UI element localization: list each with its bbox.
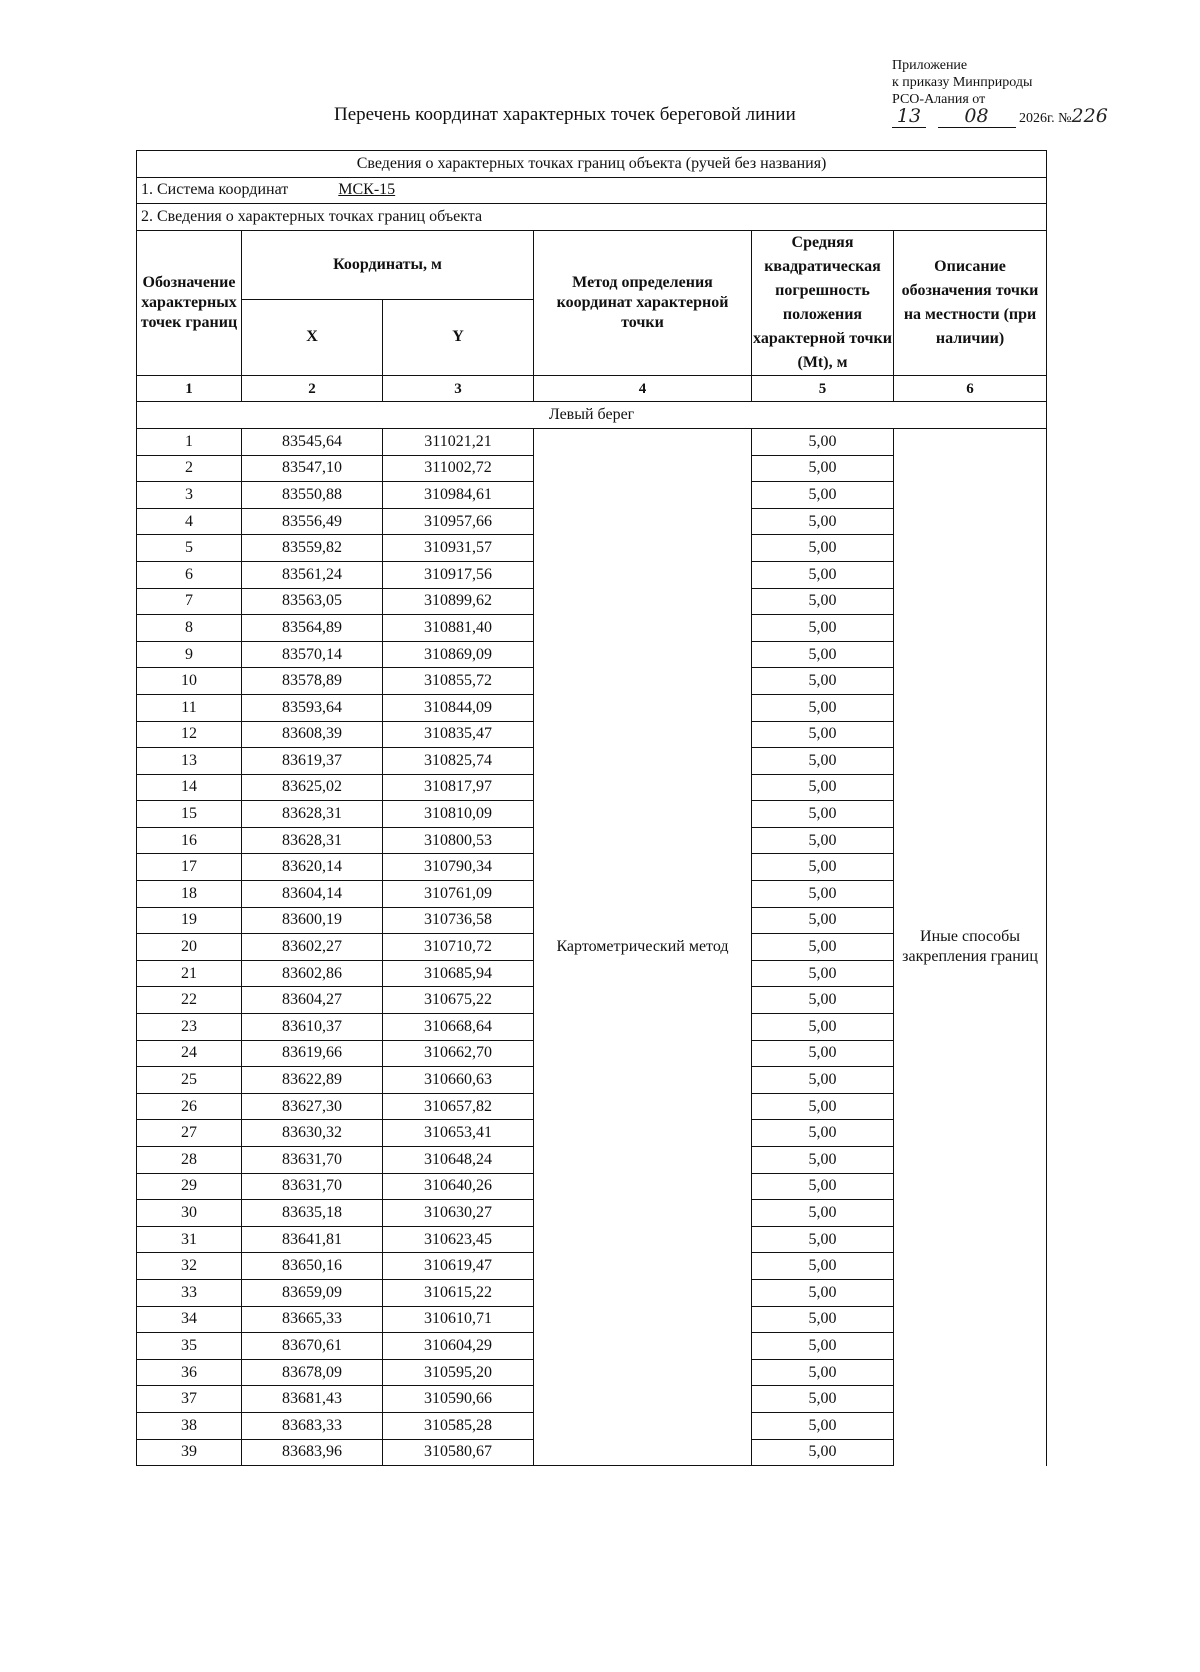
column-number: 5 — [752, 375, 894, 402]
coord-x: 83641,81 — [242, 1226, 383, 1253]
point-number: 18 — [137, 881, 242, 908]
coord-x: 83550,88 — [242, 482, 383, 509]
coord-y: 310810,09 — [383, 801, 534, 828]
coord-x: 83631,70 — [242, 1173, 383, 1200]
error-value: 5,00 — [752, 1359, 894, 1386]
coord-y: 310630,27 — [383, 1200, 534, 1227]
point-number: 37 — [137, 1386, 242, 1413]
appendix-line-2: к приказу Минприроды — [892, 75, 1033, 90]
coord-x: 83670,61 — [242, 1333, 383, 1360]
error-value: 5,00 — [752, 668, 894, 695]
coord-x: 83627,30 — [242, 1093, 383, 1120]
appendix-day: 13 — [896, 105, 922, 127]
error-value: 5,00 — [752, 482, 894, 509]
coord-x: 83635,18 — [242, 1200, 383, 1227]
point-number: 9 — [137, 641, 242, 668]
coord-x: 83683,96 — [242, 1439, 383, 1466]
coordinates-table — [136, 150, 1047, 1466]
coord-x: 83619,37 — [242, 748, 383, 775]
coord-y: 310844,09 — [383, 694, 534, 721]
point-number: 39 — [137, 1439, 242, 1466]
coord-y: 310604,29 — [383, 1333, 534, 1360]
coord-y: 310640,26 — [383, 1173, 534, 1200]
error-value: 5,00 — [752, 588, 894, 615]
coord-y: 310917,56 — [383, 561, 534, 588]
error-value: 5,00 — [752, 615, 894, 642]
point-number: 26 — [137, 1093, 242, 1120]
error-value: 5,00 — [752, 428, 894, 455]
header-coordinates: Координаты, м — [242, 230, 534, 299]
header-designation: Обозначение характерных точек границ — [137, 230, 242, 375]
point-number: 31 — [137, 1226, 242, 1253]
error-value: 5,00 — [752, 1014, 894, 1041]
coord-x: 83570,14 — [242, 641, 383, 668]
point-number: 14 — [137, 774, 242, 801]
point-number: 3 — [137, 482, 242, 509]
coord-x: 83631,70 — [242, 1147, 383, 1174]
header-error: Средняя квадратическая погрешность положения характерной точки (Mt), м — [752, 230, 894, 375]
coord-y: 310590,66 — [383, 1386, 534, 1413]
point-number: 17 — [137, 854, 242, 881]
error-value: 5,00 — [752, 934, 894, 961]
error-value: 5,00 — [752, 1147, 894, 1174]
coord-x: 83561,24 — [242, 561, 383, 588]
header-description: Описание обозначения точки на местности (при наличии) — [894, 230, 1047, 375]
coord-x: 83604,14 — [242, 881, 383, 908]
point-number: 2 — [137, 455, 242, 482]
coord-x: 83630,32 — [242, 1120, 383, 1147]
coord-y: 310710,72 — [383, 934, 534, 961]
column-number: 3 — [383, 375, 534, 402]
point-number: 4 — [137, 508, 242, 535]
coord-x: 83620,14 — [242, 854, 383, 881]
error-value: 5,00 — [752, 1306, 894, 1333]
error-value: 5,00 — [752, 827, 894, 854]
coord-x: 83564,89 — [242, 615, 383, 642]
point-number: 5 — [137, 535, 242, 562]
coord-y: 310800,53 — [383, 827, 534, 854]
coord-y: 310957,66 — [383, 508, 534, 535]
coord-x: 83683,33 — [242, 1412, 383, 1439]
coord-x: 83563,05 — [242, 588, 383, 615]
column-number: 6 — [894, 375, 1047, 402]
coord-x: 83602,27 — [242, 934, 383, 961]
coord-y: 310595,20 — [383, 1359, 534, 1386]
coord-x: 83610,37 — [242, 1014, 383, 1041]
coord-y: 310648,24 — [383, 1147, 534, 1174]
appendix-month: 08 — [964, 105, 989, 127]
point-number: 30 — [137, 1200, 242, 1227]
header-x: X — [242, 300, 383, 376]
coord-x: 83602,86 — [242, 960, 383, 987]
document-title: Перечень координат характерных точек береговой линии — [334, 104, 796, 125]
point-number: 10 — [137, 668, 242, 695]
column-number: 2 — [242, 375, 383, 402]
error-value: 5,00 — [752, 1200, 894, 1227]
coord-y: 310653,41 — [383, 1120, 534, 1147]
header-method: Метод определения координат характерной точки — [534, 230, 752, 375]
error-value: 5,00 — [752, 535, 894, 562]
error-value: 5,00 — [752, 881, 894, 908]
point-number: 29 — [137, 1173, 242, 1200]
method-value: Картометрический метод — [534, 428, 752, 1465]
coord-y: 310869,09 — [383, 641, 534, 668]
point-number: 28 — [137, 1147, 242, 1174]
coord-y: 310761,09 — [383, 881, 534, 908]
appendix-block — [892, 57, 1108, 128]
point-number: 15 — [137, 801, 242, 828]
coord-x: 83578,89 — [242, 668, 383, 695]
coord-y: 311021,21 — [383, 428, 534, 455]
point-number: 27 — [137, 1120, 242, 1147]
coord-y: 310619,47 — [383, 1253, 534, 1280]
coord-x: 83622,89 — [242, 1067, 383, 1094]
coordinate-system-row — [137, 177, 1047, 204]
error-value: 5,00 — [752, 801, 894, 828]
coord-y: 310685,94 — [383, 960, 534, 987]
coord-y: 310623,45 — [383, 1226, 534, 1253]
coord-x: 83600,19 — [242, 907, 383, 934]
coord-y: 310585,28 — [383, 1412, 534, 1439]
coord-x: 83547,10 — [242, 455, 383, 482]
coord-y: 310855,72 — [383, 668, 534, 695]
point-number: 32 — [137, 1253, 242, 1280]
error-value: 5,00 — [752, 1333, 894, 1360]
coord-x: 83619,66 — [242, 1040, 383, 1067]
header-y: Y — [383, 300, 534, 376]
coord-y: 310662,70 — [383, 1040, 534, 1067]
coord-x: 83625,02 — [242, 774, 383, 801]
point-number: 8 — [137, 615, 242, 642]
error-value: 5,00 — [752, 1279, 894, 1306]
coordinate-system-value: МСК-15 — [338, 181, 396, 199]
description-value: Иные способы закрепления границ — [894, 428, 1047, 1465]
coord-x: 83608,39 — [242, 721, 383, 748]
point-number: 6 — [137, 561, 242, 588]
error-value: 5,00 — [752, 1226, 894, 1253]
coord-y: 310790,34 — [383, 854, 534, 881]
appendix-line-1: Приложение — [892, 58, 968, 73]
appendix-line-3: РСО-Алания от — [892, 92, 986, 107]
coord-y: 310899,62 — [383, 588, 534, 615]
error-value: 5,00 — [752, 1412, 894, 1439]
point-number: 38 — [137, 1412, 242, 1439]
coord-y: 310668,64 — [383, 1014, 534, 1041]
coord-x: 83559,82 — [242, 535, 383, 562]
coord-x: 83545,64 — [242, 428, 383, 455]
error-value: 5,00 — [752, 721, 894, 748]
error-value: 5,00 — [752, 987, 894, 1014]
coordinate-system-label: 1. Система координат — [141, 181, 289, 199]
point-number: 1 — [137, 428, 242, 455]
coord-x: 83678,09 — [242, 1359, 383, 1386]
bank-label: Левый берег — [137, 402, 1047, 429]
point-number: 25 — [137, 1067, 242, 1094]
coord-y: 310984,61 — [383, 482, 534, 509]
point-number: 22 — [137, 987, 242, 1014]
appendix-number: 226 — [1071, 105, 1108, 127]
error-value: 5,00 — [752, 1067, 894, 1094]
column-number: 1 — [137, 375, 242, 402]
column-numbers-row — [137, 375, 1047, 402]
error-value: 5,00 — [752, 960, 894, 987]
error-value: 5,00 — [752, 854, 894, 881]
coord-y: 310657,82 — [383, 1093, 534, 1120]
point-number: 19 — [137, 907, 242, 934]
coord-y: 310580,67 — [383, 1439, 534, 1466]
point-number: 20 — [137, 934, 242, 961]
coord-x: 83681,43 — [242, 1386, 383, 1413]
coord-y: 310675,22 — [383, 987, 534, 1014]
point-number: 13 — [137, 748, 242, 775]
coord-y: 310835,47 — [383, 721, 534, 748]
coord-y: 310931,57 — [383, 535, 534, 562]
point-number: 24 — [137, 1040, 242, 1067]
error-value: 5,00 — [752, 748, 894, 775]
error-value: 5,00 — [752, 1253, 894, 1280]
point-number: 21 — [137, 960, 242, 987]
error-value: 5,00 — [752, 774, 894, 801]
section-2-heading: 2. Сведения о характерных точках границ объекта — [137, 204, 1047, 231]
appendix-date-line — [892, 105, 1108, 128]
error-value: 5,00 — [752, 1173, 894, 1200]
error-value: 5,00 — [752, 561, 894, 588]
coord-y: 310615,22 — [383, 1279, 534, 1306]
coord-x: 83556,49 — [242, 508, 383, 535]
error-value: 5,00 — [752, 1040, 894, 1067]
coord-y: 310881,40 — [383, 615, 534, 642]
coord-x: 83628,31 — [242, 801, 383, 828]
error-value: 5,00 — [752, 694, 894, 721]
error-value: 5,00 — [752, 1386, 894, 1413]
coord-y: 310817,97 — [383, 774, 534, 801]
error-value: 5,00 — [752, 1439, 894, 1466]
coord-y: 310825,74 — [383, 748, 534, 775]
coord-y: 310610,71 — [383, 1306, 534, 1333]
coord-x: 83650,16 — [242, 1253, 383, 1280]
error-value: 5,00 — [752, 641, 894, 668]
error-value: 5,00 — [752, 455, 894, 482]
column-number: 4 — [534, 375, 752, 402]
error-value: 5,00 — [752, 508, 894, 535]
coord-y: 310736,58 — [383, 907, 534, 934]
point-number: 33 — [137, 1279, 242, 1306]
point-number: 34 — [137, 1306, 242, 1333]
coord-y: 310660,63 — [383, 1067, 534, 1094]
point-number: 23 — [137, 1014, 242, 1041]
point-number: 36 — [137, 1359, 242, 1386]
point-number: 12 — [137, 721, 242, 748]
error-value: 5,00 — [752, 1093, 894, 1120]
error-value: 5,00 — [752, 907, 894, 934]
coord-x: 83604,27 — [242, 987, 383, 1014]
point-number: 35 — [137, 1333, 242, 1360]
point-number: 7 — [137, 588, 242, 615]
appendix-year: 2026г. № — [1019, 111, 1072, 126]
table-row — [137, 428, 1047, 455]
coord-y: 311002,72 — [383, 455, 534, 482]
point-number: 11 — [137, 694, 242, 721]
coord-x: 83659,09 — [242, 1279, 383, 1306]
table-caption: Сведения о характерных точках границ объекта (ручей без названия) — [137, 151, 1047, 178]
coord-x: 83628,31 — [242, 827, 383, 854]
error-value: 5,00 — [752, 1120, 894, 1147]
coord-x: 83665,33 — [242, 1306, 383, 1333]
coord-x: 83593,64 — [242, 694, 383, 721]
point-number: 16 — [137, 827, 242, 854]
